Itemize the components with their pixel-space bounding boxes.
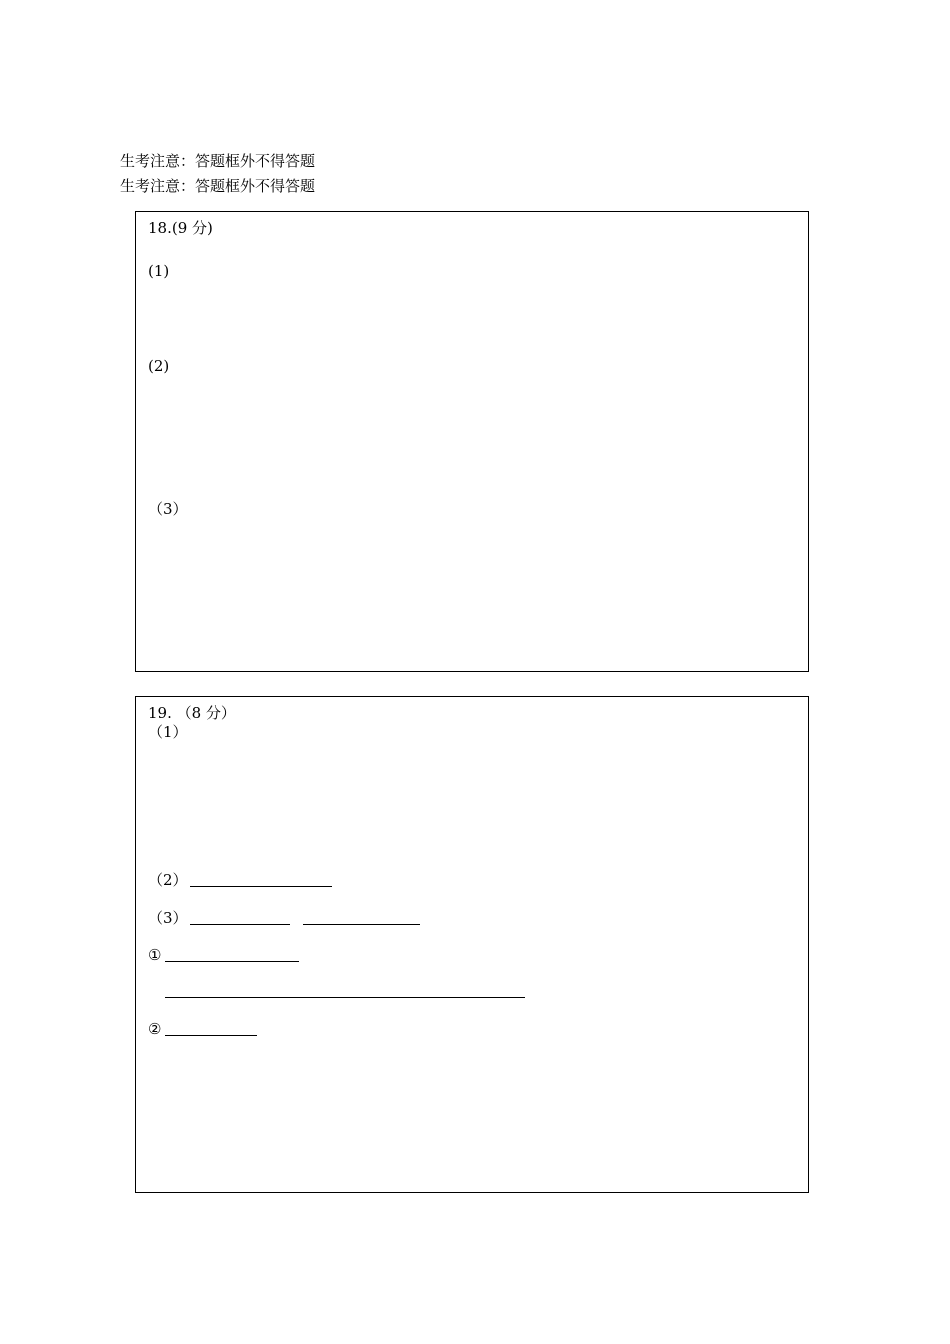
q19-sub-1-blank-line-2[interactable]: [165, 997, 525, 998]
q19-sub-1-label: ①: [148, 946, 162, 964]
q18-part-3-label: （3）: [148, 500, 188, 518]
q19-part-1-label: （1）: [148, 723, 188, 741]
answer-box-q19[interactable]: [135, 696, 809, 1193]
q19-part-3-label: （3）: [148, 909, 188, 927]
exam-notice-line-1: 生考注意：答题框外不得答题: [120, 152, 316, 170]
q19-part-2-blank[interactable]: [190, 886, 332, 887]
answer-box-q18[interactable]: [135, 211, 809, 672]
q19-title: 19. （8 分）: [148, 704, 236, 722]
q19-sub-2-label: ②: [148, 1020, 162, 1038]
q19-part-3-blank-b[interactable]: [303, 924, 420, 925]
q18-part-2-label: (2): [148, 357, 170, 375]
q18-part-1-label: (1): [148, 262, 170, 280]
q19-sub-2-blank[interactable]: [165, 1035, 257, 1036]
q19-part-2-label: （2）: [148, 871, 188, 889]
exam-notice-line-2: 生考注意：答题框外不得答题: [120, 177, 316, 195]
q19-sub-1-blank[interactable]: [165, 961, 299, 962]
q18-title: 18.(9 分): [148, 219, 213, 237]
q19-part-3-blank-a[interactable]: [190, 924, 290, 925]
